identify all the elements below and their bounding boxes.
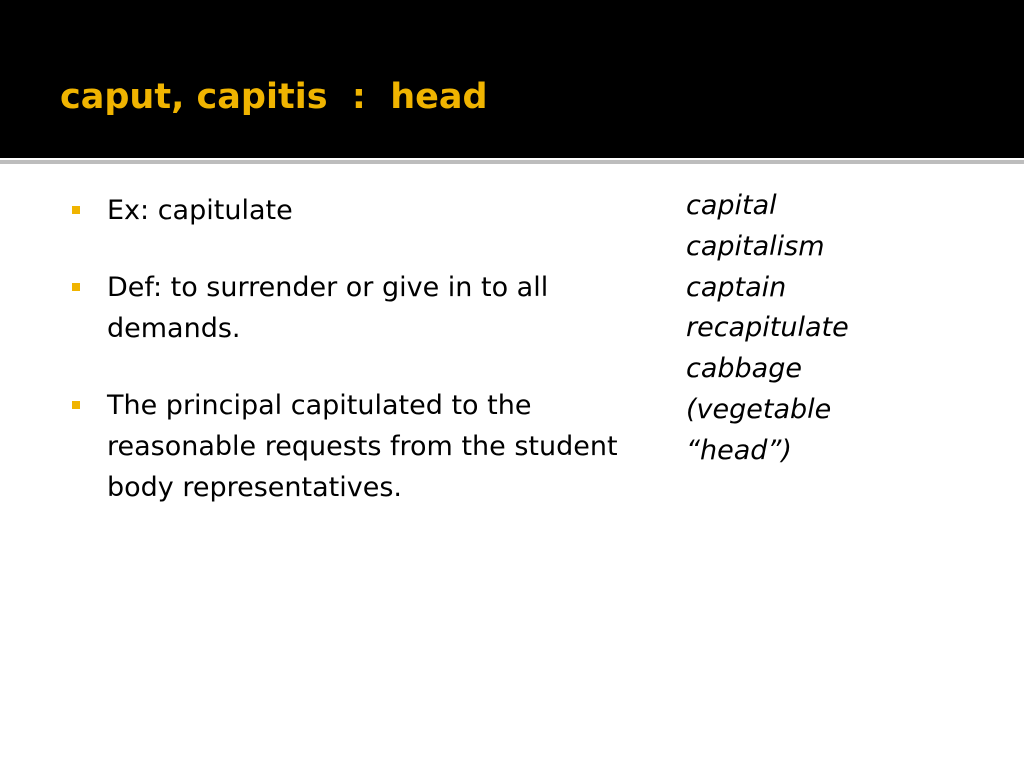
bullet-item-sentence (72, 385, 662, 508)
bullet-item-example (72, 190, 662, 231)
related-word: capital (686, 190, 777, 221)
related-word: recapitulate (686, 312, 849, 344)
slide-title: caput, capitis : head (60, 77, 488, 117)
related-word: “head”) (686, 434, 792, 466)
related-word: capitalism (686, 230, 825, 262)
title-divider (0, 160, 1024, 164)
related-words-list (686, 186, 1016, 472)
bullet-item-definition (72, 267, 662, 349)
square-bullet-icon (72, 206, 80, 214)
related-word: cabbage (686, 353, 802, 385)
bullet-text: The principal capitulated to the reasonable requests from the student body representatives. (107, 390, 618, 503)
related-word: (vegetable (686, 393, 832, 425)
bullet-list (72, 190, 662, 544)
square-bullet-icon (72, 283, 80, 291)
square-bullet-icon (72, 401, 80, 409)
bullet-text: Def: to surrender or give in to all demands. (107, 272, 549, 344)
related-word: captain (686, 271, 787, 303)
bullet-text: Ex: capitulate (107, 195, 293, 226)
